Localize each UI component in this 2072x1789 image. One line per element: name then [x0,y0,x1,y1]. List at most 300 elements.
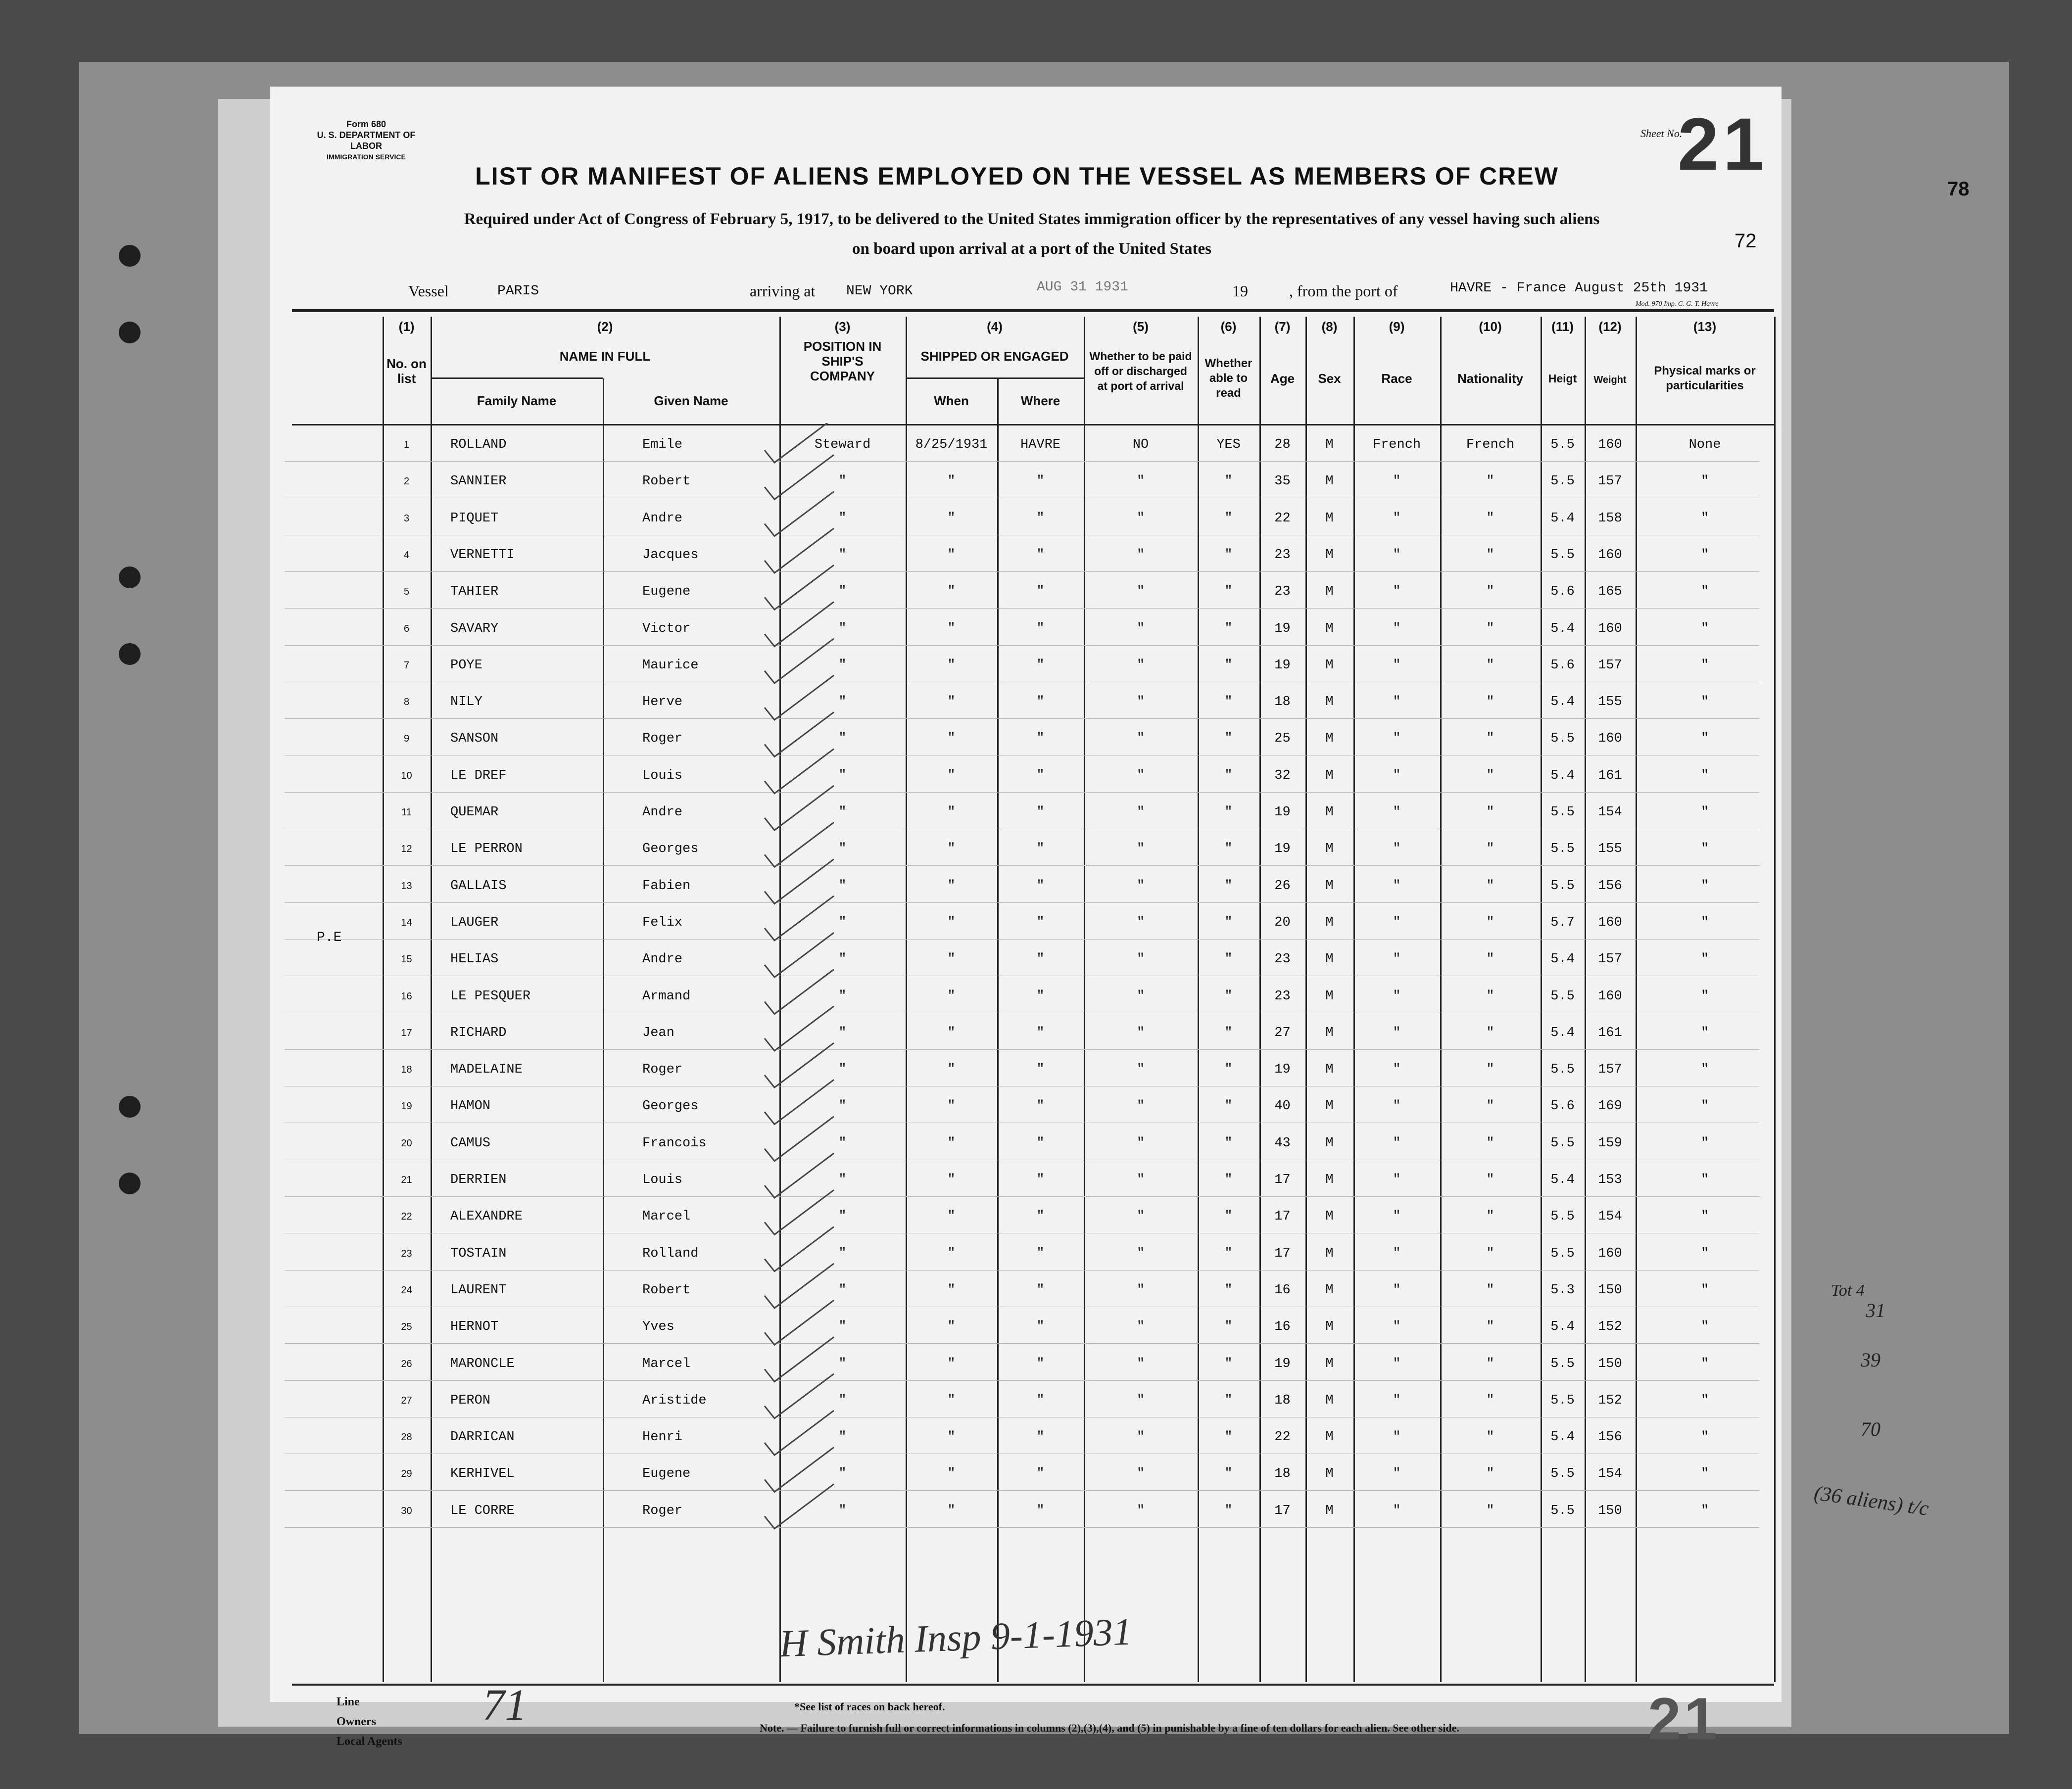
col-header-height: Heigt [1548,372,1577,385]
cell-read: " [1224,1356,1233,1371]
cell-family: QUEMAR [450,805,499,820]
cell-nat: " [1486,1430,1494,1445]
cell-marks: " [1700,474,1709,489]
cell-weight: 160 [1598,621,1622,636]
cell-sex: M [1325,768,1334,783]
cell-age: 19 [1274,1356,1291,1371]
cell-position: " [838,768,847,783]
cell-race: " [1393,621,1401,636]
cell-paid: " [1136,842,1145,857]
cell-family: LE DREF [450,768,507,783]
cell-age: 23 [1274,989,1291,1004]
cell-age: 35 [1274,474,1291,489]
cell-read: " [1224,768,1233,783]
cell-marks: " [1700,1025,1709,1040]
cell-sex: M [1325,1466,1334,1482]
cell-height: 5.5 [1550,805,1575,820]
cell-sex: M [1325,805,1334,820]
cell-nat: " [1486,474,1494,489]
cell-where: " [1036,1062,1045,1078]
cell-sex: M [1325,1135,1334,1151]
cell-height: 5.4 [1550,695,1575,710]
cell-age: 18 [1274,695,1291,710]
cell-where: " [1036,952,1045,967]
column-divider [603,378,604,1682]
cell-height: 5.5 [1550,437,1575,452]
cell-position: Steward [814,437,871,452]
cell-position: " [838,547,847,563]
binder-hole [119,245,141,267]
cell-nat: " [1486,1356,1494,1371]
col-num: (5) [1133,319,1149,334]
cell-family: CAMUS [450,1135,491,1151]
cell-position: " [838,915,847,930]
cell-position: " [838,878,847,894]
cell-family: HAMON [450,1099,491,1114]
cell-given: Robert [642,1282,691,1298]
cell-family: MADELAINE [450,1062,523,1078]
penalty-note: Note. — Failure to furnish full or correct informations in columns (2),(3),(4), and (5) in punishable by a fine of ten dollars for each alien. See other side. [760,1722,1459,1734]
cell-when: " [947,1062,956,1078]
cell-height: 5.6 [1550,658,1575,673]
row-rule [285,645,1759,646]
cell-paid: " [1136,1099,1145,1114]
cell-where: " [1036,1503,1045,1518]
cell-nat: " [1486,1246,1494,1261]
cell-race: " [1393,1430,1401,1445]
cell-family: DARRICAN [450,1430,515,1445]
cell-height: 5.4 [1550,511,1575,526]
arrival-date-stamp: AUG 31 1931 [1037,280,1128,295]
cell-race: " [1393,952,1401,967]
cell-family: SAVARY [450,621,499,636]
form-title: LIST OR MANIFEST OF ALIENS EMPLOYED ON THE VESSEL AS MEMBERS OF CREW [475,162,1559,190]
cell-height: 5.5 [1550,1466,1575,1482]
cell-nat: " [1486,621,1494,636]
cell-when: " [947,1356,956,1371]
cell-no: 18 [401,1064,412,1076]
cell-family: DERRIEN [450,1173,507,1187]
cell-age: 18 [1274,1393,1291,1408]
cell-marks: " [1700,1282,1709,1298]
cell-marks: " [1700,584,1709,600]
cell-age: 25 [1274,731,1291,747]
col-num: (12) [1598,319,1622,334]
cell-sex: M [1325,1319,1334,1335]
binder-hole [119,566,141,588]
cell-height: 5.5 [1550,547,1575,563]
cell-position: " [838,1393,847,1408]
cell-read: " [1224,584,1233,600]
cell-when: " [947,1099,956,1114]
cell-sex: M [1325,1062,1334,1078]
footer-line-label: Line [337,1695,360,1708]
cell-nat: " [1486,1135,1494,1151]
cell-sex: M [1325,1246,1334,1261]
cell-when: " [947,1209,956,1224]
cell-marks: " [1700,1135,1709,1151]
cell-no: 22 [401,1211,412,1223]
cell-family: MARONCLE [450,1356,515,1371]
cell-given: Armand [642,989,691,1004]
cell-height: 5.4 [1550,952,1575,967]
cell-paid: " [1136,1173,1145,1187]
cell-marks: " [1700,1356,1709,1371]
col-header-no: No. on list [386,356,427,386]
cell-age: 18 [1274,1466,1291,1482]
cell-sex: M [1325,1025,1334,1040]
cell-sex: M [1325,1099,1334,1114]
cell-position: " [838,1282,847,1298]
cell-height: 5.7 [1550,915,1575,930]
cell-weight: 153 [1598,1173,1622,1187]
cell-sex: M [1325,437,1334,452]
inspector-signature: H Smith Insp 9-1-1931 [778,1609,1133,1665]
cell-paid: NO [1132,437,1149,452]
cell-when: " [947,1430,956,1445]
cell-when: " [947,1173,956,1187]
cell-race: " [1393,658,1401,673]
cell-read: " [1224,695,1233,710]
col-num: (9) [1389,319,1405,334]
cell-no: 15 [401,954,412,965]
cell-given: Marcel [642,1209,691,1224]
col-num: (10) [1479,319,1502,334]
cell-given: Emile [642,437,683,452]
cell-paid: " [1136,1393,1145,1408]
cell-paid: " [1136,621,1145,636]
cell-paid: " [1136,805,1145,820]
col-header-where: Where [1020,393,1060,408]
cell-given: Jean [642,1025,675,1040]
binder-hole [119,1173,141,1194]
row-rule [285,902,1759,903]
binder-hole [119,322,141,343]
cell-family: HELIAS [450,952,499,967]
cell-paid: " [1136,1430,1145,1445]
cell-height: 5.5 [1550,842,1575,857]
cell-weight: 165 [1598,584,1622,600]
cell-nat: " [1486,1099,1494,1114]
owners-handwritten-mark: 71 [482,1681,527,1730]
binder-hole [119,643,141,665]
cell-age: 19 [1274,1062,1291,1078]
cell-height: 5.4 [1550,1430,1575,1445]
cell-no: 27 [401,1395,412,1406]
cell-weight: 155 [1598,842,1622,857]
cell-sex: M [1325,695,1334,710]
cell-nat: " [1486,1173,1494,1187]
cell-given: Maurice [642,658,699,673]
cell-no: 17 [401,1027,412,1038]
cell-race: " [1393,1173,1401,1187]
cell-position: " [838,695,847,710]
sheet-number-bottom: 21 [1648,1686,1720,1752]
cell-read: " [1224,952,1233,967]
cell-height: 5.5 [1550,474,1575,489]
cell-height: 5.4 [1550,621,1575,636]
row-rule [285,608,1759,609]
sheet-label: Sheet No. [1640,127,1683,140]
col-header-nationality: Nationality [1457,371,1523,386]
cell-race: " [1393,695,1401,710]
cell-age: 27 [1274,1025,1291,1040]
cell-paid: " [1136,474,1145,489]
cell-position: " [838,621,847,636]
cell-nat: " [1486,768,1494,783]
cell-family: GALLAIS [450,878,507,894]
cell-marks: " [1700,1062,1709,1078]
row-rule [285,1049,1759,1050]
cell-where: " [1036,1135,1045,1151]
cell-given: Andre [642,952,683,967]
cell-nat: " [1486,731,1494,747]
cell-paid: " [1136,658,1145,673]
cell-paid: " [1136,1503,1145,1518]
cell-height: 5.4 [1550,1173,1575,1187]
cell-given: Roger [642,1062,683,1078]
cell-marks: " [1700,1503,1709,1518]
cell-weight: 150 [1598,1356,1622,1371]
header-subrule [431,377,603,379]
cell-given: Yves [642,1319,675,1335]
cell-height: 5.5 [1550,1062,1575,1078]
cell-read: " [1224,621,1233,636]
col-num: (4) [987,319,1003,334]
cell-position: " [838,842,847,857]
cell-marks: " [1700,805,1709,820]
cell-marks: " [1700,1430,1709,1445]
cell-age: 23 [1274,952,1291,967]
cell-paid: " [1136,1282,1145,1298]
cell-marks: " [1700,989,1709,1004]
cell-paid: " [1136,1062,1145,1078]
cell-where: " [1036,842,1045,857]
cell-given: Robert [642,474,691,489]
cell-family: PERON [450,1393,491,1408]
cell-when: " [947,731,956,747]
cell-position: " [838,1503,847,1518]
footer-labels [337,1692,402,1751]
cell-family: RICHARD [450,1025,507,1040]
cell-position: " [838,1319,847,1335]
col-header-when: When [934,393,969,408]
cell-weight: 152 [1598,1393,1622,1408]
cell-sex: M [1325,547,1334,563]
col-num: (11) [1551,319,1574,334]
cell-position: " [838,1099,847,1114]
column-divider [431,317,432,1682]
cell-weight: 160 [1598,547,1622,563]
cell-when: " [947,1025,956,1040]
cell-weight: 161 [1598,1025,1622,1040]
cell-read: " [1224,731,1233,747]
cell-when: 8/25/1931 [915,437,988,452]
form-number: Form 680 [346,119,386,129]
column-divider [1774,317,1776,1682]
cell-position: " [838,952,847,967]
cell-nat: " [1486,1062,1494,1078]
cell-marks: None [1688,437,1721,452]
margin-number: 78 [1947,178,1970,200]
cell-position: " [838,584,847,600]
cell-nat: " [1486,1393,1494,1408]
cell-marks: " [1700,731,1709,747]
cell-read: " [1224,1503,1233,1518]
year-label: 19 [1232,282,1248,300]
cell-marks: " [1700,1246,1709,1261]
cell-given: Victor [642,621,691,636]
cell-read: " [1224,1430,1233,1445]
cell-age: 17 [1274,1246,1291,1261]
cell-weight: 161 [1598,768,1622,783]
col-header-sex: Sex [1318,371,1341,386]
cell-when: " [947,621,956,636]
row-rule [285,1196,1759,1197]
margin-note: 70 [1861,1418,1880,1440]
cell-race: " [1393,474,1401,489]
cell-read: " [1224,511,1233,526]
row-rule [285,718,1759,719]
cell-marks: " [1700,952,1709,967]
cell-family: LE CORRE [450,1503,515,1518]
cell-where: " [1036,1356,1045,1371]
cell-paid: " [1136,989,1145,1004]
cell-weight: 160 [1598,1246,1622,1261]
cell-no: 6 [403,623,410,634]
cell-no: 26 [401,1358,412,1369]
cell-weight: 160 [1598,437,1622,452]
cell-read: " [1224,1099,1233,1114]
check-mark [765,423,834,463]
col-num: (1) [398,319,415,334]
cell-age: 22 [1274,511,1291,526]
cell-race: " [1393,584,1401,600]
cell-family: SANNIER [450,474,507,489]
cell-read: " [1224,547,1233,563]
cell-no: 30 [401,1505,412,1516]
row-rule [285,1490,1759,1491]
cell-weight: 154 [1598,805,1622,820]
cell-sex: M [1325,1356,1334,1371]
cell-weight: 150 [1598,1503,1622,1518]
cell-read: " [1224,989,1233,1004]
cell-race: " [1393,842,1401,857]
cell-paid: " [1136,768,1145,783]
vessel-name: PARIS [497,283,539,299]
cell-position: " [838,731,847,747]
col-header-weight: Weight [1593,375,1627,385]
cell-read: " [1224,474,1233,489]
cell-given: Andre [642,805,683,820]
cell-race: " [1393,1062,1401,1078]
cell-weight: 157 [1598,474,1622,489]
cell-where: " [1036,584,1045,600]
cell-no: 3 [403,513,410,524]
cell-given: Roger [642,1503,683,1518]
arrival-port: NEW YORK [846,283,913,299]
cell-race: " [1393,1099,1401,1114]
cell-height: 5.6 [1550,584,1575,600]
col-header-paid-off: Whether to be paid off or discharged at port of arrival [1089,350,1192,392]
cell-family: TOSTAIN [450,1246,507,1261]
cell-no: 1 [403,439,410,450]
cell-read: " [1224,1246,1233,1261]
cell-nat: " [1486,1209,1494,1224]
cell-when: " [947,695,956,710]
cell-age: 17 [1274,1173,1291,1187]
cell-where: " [1036,621,1045,636]
cell-where: " [1036,731,1045,747]
cell-marks: " [1700,915,1709,930]
col-num: (7) [1274,319,1291,334]
cell-race: " [1393,1466,1401,1482]
row-rule [285,792,1759,793]
header-bottom-rule [292,424,1774,425]
cell-race: " [1393,547,1401,563]
cell-race: " [1393,1393,1401,1408]
cell-height: 5.5 [1550,1503,1575,1518]
cell-marks: " [1700,1319,1709,1335]
cell-position: " [838,1466,847,1482]
cell-paid: " [1136,1025,1145,1040]
cell-marks: " [1700,1393,1709,1408]
row-annotation-pe: P.E [317,930,342,945]
cell-sex: M [1325,584,1334,600]
cell-when: " [947,511,956,526]
cell-when: " [947,952,956,967]
cell-position: " [838,511,847,526]
cell-paid: " [1136,695,1145,710]
cell-age: 16 [1274,1282,1291,1298]
cell-no: 10 [401,770,412,781]
col-num: (8) [1321,319,1338,334]
cell-read: YES [1216,437,1241,452]
cell-race: " [1393,1246,1401,1261]
cell-nat: " [1486,842,1494,857]
service: IMMIGRATION SERVICE [327,153,406,161]
cell-nat: " [1486,658,1494,673]
cell-race: " [1393,989,1401,1004]
cell-where: " [1036,474,1045,489]
cell-paid: " [1136,1356,1145,1371]
cell-no: 29 [401,1468,412,1480]
cell-paid: " [1136,731,1145,747]
cell-weight: 158 [1598,511,1622,526]
cell-when: " [947,658,956,673]
row-rule [285,461,1759,462]
cell-when: " [947,1466,956,1482]
cell-no: 5 [403,586,410,598]
cell-position: " [838,1356,847,1371]
cell-sex: M [1325,511,1334,526]
cell-nat: " [1486,1503,1494,1518]
cell-no: 25 [401,1321,412,1333]
cell-position: " [838,658,847,673]
cell-nat: " [1486,989,1494,1004]
cell-when: " [947,1319,956,1335]
cell-marks: " [1700,511,1709,526]
cell-where: " [1036,878,1045,894]
col-num: (13) [1693,319,1717,334]
cell-when: " [947,1246,956,1261]
cell-no: 11 [401,807,412,818]
cell-nat: " [1486,915,1494,930]
cell-when: " [947,842,956,857]
cell-position: " [838,1430,847,1445]
cell-sex: M [1325,1209,1334,1224]
cell-read: " [1224,1393,1233,1408]
